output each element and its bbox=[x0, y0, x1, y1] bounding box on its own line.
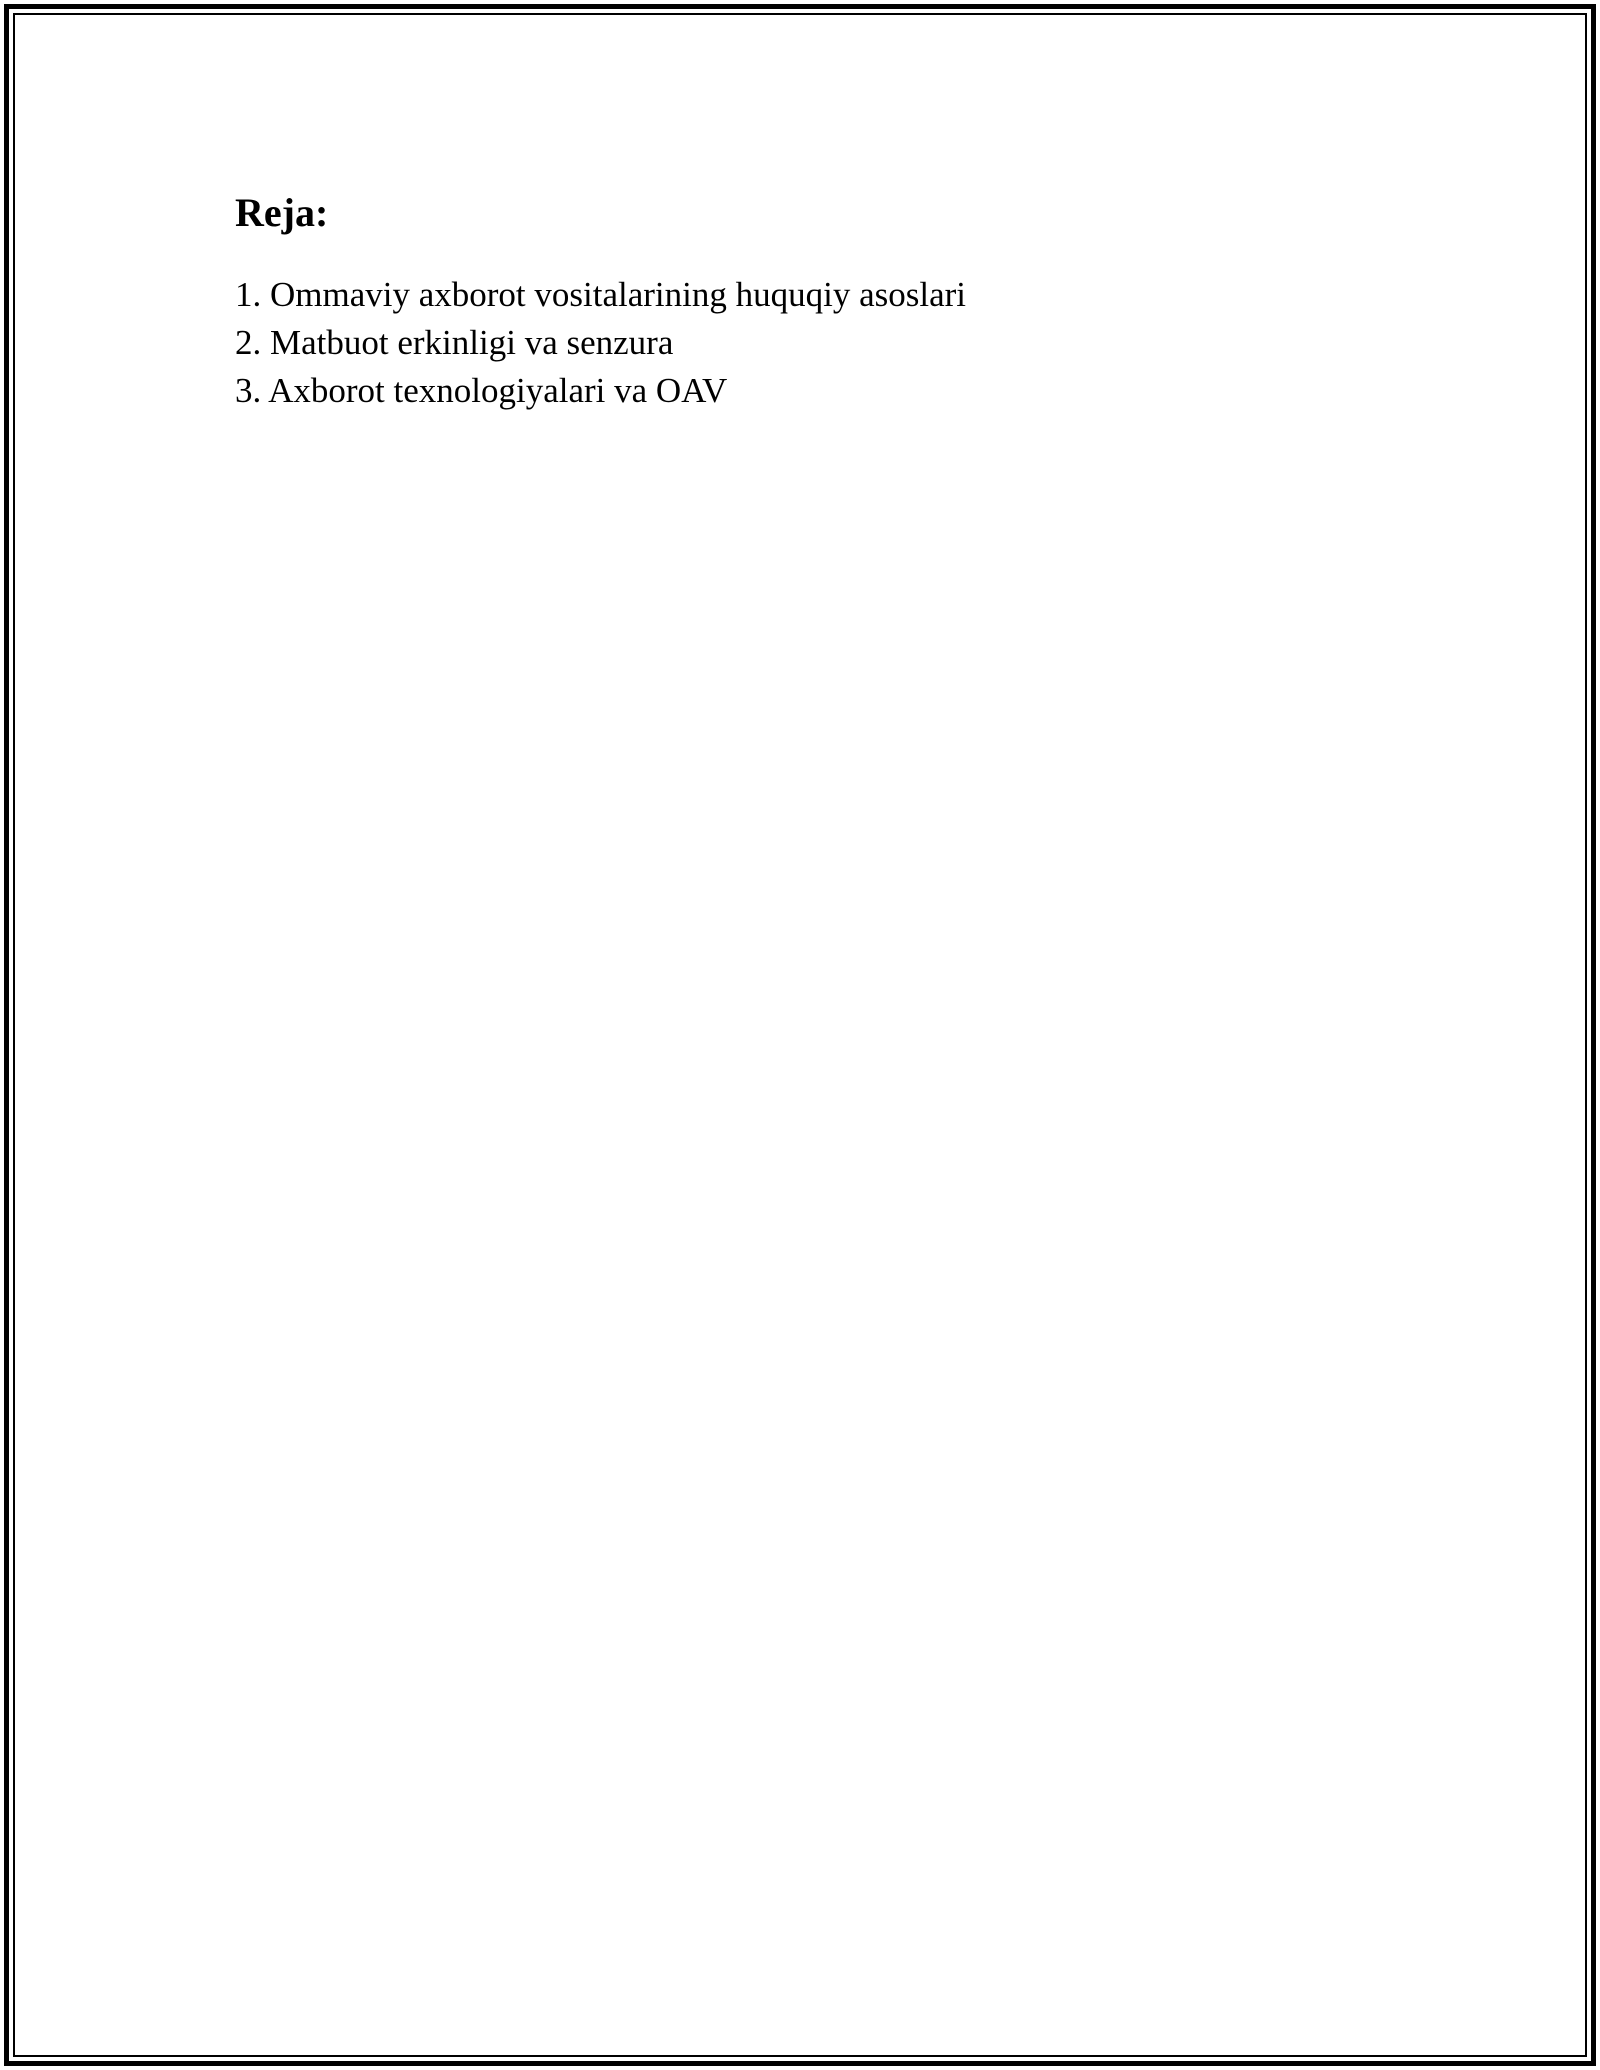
plan-list bbox=[235, 271, 1385, 415]
document-content bbox=[235, 185, 1385, 415]
plan-item-number: 3. bbox=[235, 371, 262, 410]
plan-item-2 bbox=[235, 319, 1385, 367]
plan-item-text: Axborot texnologiyalari va OAV bbox=[268, 371, 728, 410]
plan-item-text: Ommaviy axborot vositalarining huquqiy asoslari bbox=[270, 275, 967, 314]
plan-item-number: 2. bbox=[235, 323, 262, 362]
plan-item-3 bbox=[235, 367, 1385, 415]
plan-item-text: Matbuot erkinligi va senzura bbox=[270, 323, 674, 362]
plan-title: Reja: bbox=[235, 190, 329, 235]
plan-item-1 bbox=[235, 271, 1385, 319]
plan-item-number: 1. bbox=[235, 275, 262, 314]
